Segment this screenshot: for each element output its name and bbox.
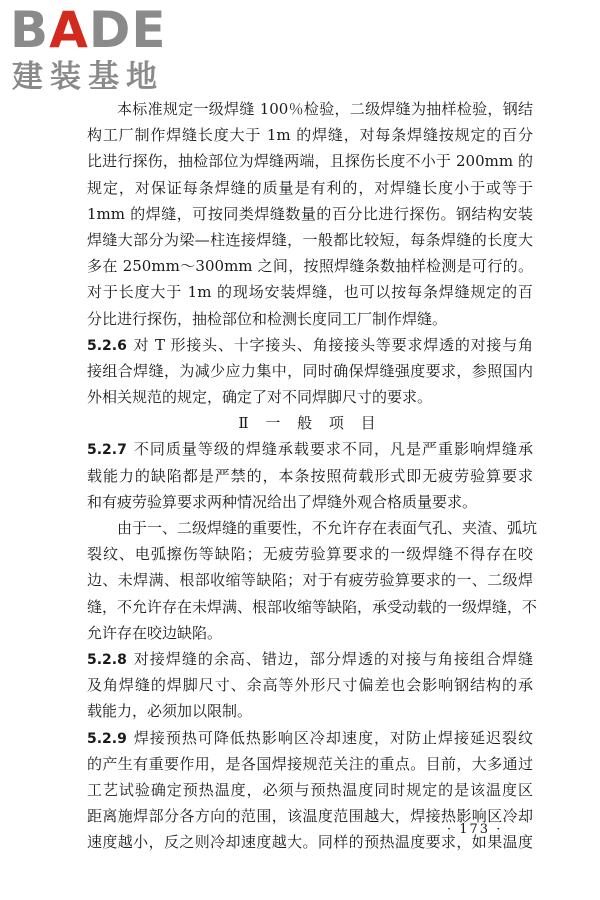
text-line: 构工厂制作焊缝长度大于 1m 的焊缝，对每条焊缝按规定的百分: [87, 126, 533, 145]
text-line: 裂纹、电弧擦伤等缺陷；无疲劳验算要求的一级焊缝不得存在咬: [87, 545, 533, 564]
text-line: 工艺试验确定预热温度，必须与预热温度同时规定的是该温度区: [87, 780, 533, 799]
text-line: 对于长度大于 1m 的现场安装焊缝，也可以按每条焊缝规定的百: [87, 283, 533, 302]
clause-5-2-6: [87, 332, 533, 358]
text-line: 焊缝大部分为梁—柱连接焊缝，一般都比较短，每条焊缝的长度大: [87, 230, 533, 249]
text-line: 及角焊缝的焊脚尺寸、余高等外形尺寸偏差也会影响钢结构的承: [87, 676, 533, 695]
logo-letters-de: DE: [88, 1, 167, 59]
clause-number: 5.2.8: [87, 651, 127, 668]
section-heading: Ⅱ 一 般 项 目: [238, 414, 382, 433]
clause-number: 5.2.9: [87, 730, 127, 747]
text-line: 距离施焊部分各方向的范围，该温度范围越大，焊接热影响区冷却: [87, 807, 533, 826]
text-line: 由于一、二级焊缝的重要性，不允许存在表面气孔、夹渣、弧坑: [117, 519, 538, 537]
clause-text: 焊接预热可降低热影响区冷却速度，对防止焊接延迟裂纹: [132, 728, 533, 747]
logo: [10, 1, 180, 96]
text-line: 边、未焊满、根部收缩等缺陷；对于有疲劳验算要求的一、二级焊: [87, 571, 533, 590]
text-line: 比进行探伤，抽检部位为焊缝两端，且探伤长度不小于 200mm 的: [87, 152, 533, 171]
text-line: 接组合焊缝，为减少应力集中，同时确保焊缝强度要求，参照国内: [87, 361, 533, 380]
logo-wordmark: [10, 1, 167, 59]
text-line: 的产生有重要作用，是各国焊接规范关注的重点。目前，大多通过: [87, 754, 533, 773]
logo-chinese-text: 建装基地: [12, 59, 164, 95]
text-line: 分比进行探伤，抽检部位和检测长度同工厂制作焊缝。: [87, 309, 448, 328]
clause-5-2-9: [87, 725, 533, 751]
clause-number: 5.2.7: [87, 442, 127, 459]
text-line: 本标准规定一级焊缝 100％检验，二级焊缝为抽样检验，钢结: [117, 100, 533, 118]
text-line: 1mm 的焊缝，可按同类焊缝数量的百分比进行探伤。钢结构安装: [87, 204, 533, 223]
text-line: 载能力，必须加以限制。: [87, 702, 253, 721]
text-line: 规定，对保证每条焊缝的质量是有利的，对焊缝长度小于或等于: [87, 178, 533, 197]
text-line: 载能力的缺陷都是严禁的，本条按照荷载形式即无疲劳验算要求: [87, 466, 533, 485]
text-line: 多在 250mm～300mm 之间，按照焊缝条数抽样检测是可行的。: [87, 257, 533, 276]
page-number: · 173 ·: [447, 822, 503, 837]
clause-number: 5.2.6: [87, 337, 127, 354]
clause-text: 对 T 形接头、十字接头、角接接头等要求焊透的对接与角: [132, 335, 533, 354]
logo-letter-b: B: [10, 1, 50, 59]
document-body: [87, 96, 538, 855]
logo-letter-a: A: [49, 1, 89, 59]
clause-5-2-7: [87, 436, 533, 462]
text-line: 外相关规范的规定，确定了对不同焊脚尺寸的要求。: [87, 388, 433, 407]
clause-5-2-8: [87, 646, 533, 672]
clause-text: 不同质量等级的焊缝承载要求不同，凡是严重影响焊缝承: [132, 440, 533, 459]
text-line: 允许存在咬边缺陷。: [87, 623, 223, 642]
clause-text: 对接焊缝的余高、错边，部分焊透的对接与角接组合焊缝: [132, 649, 533, 668]
text-line: 速度越小，反之则冷却速度越大。同样的预热温度要求，如果温度: [87, 833, 533, 852]
text-line: 缝，不允许存在未焊满、根部收缩等缺陷，承受动载的一级焊缝，不: [87, 597, 538, 616]
text-line: 和有疲劳验算要求两种情况给出了焊缝外观合格质量要求。: [87, 492, 478, 511]
